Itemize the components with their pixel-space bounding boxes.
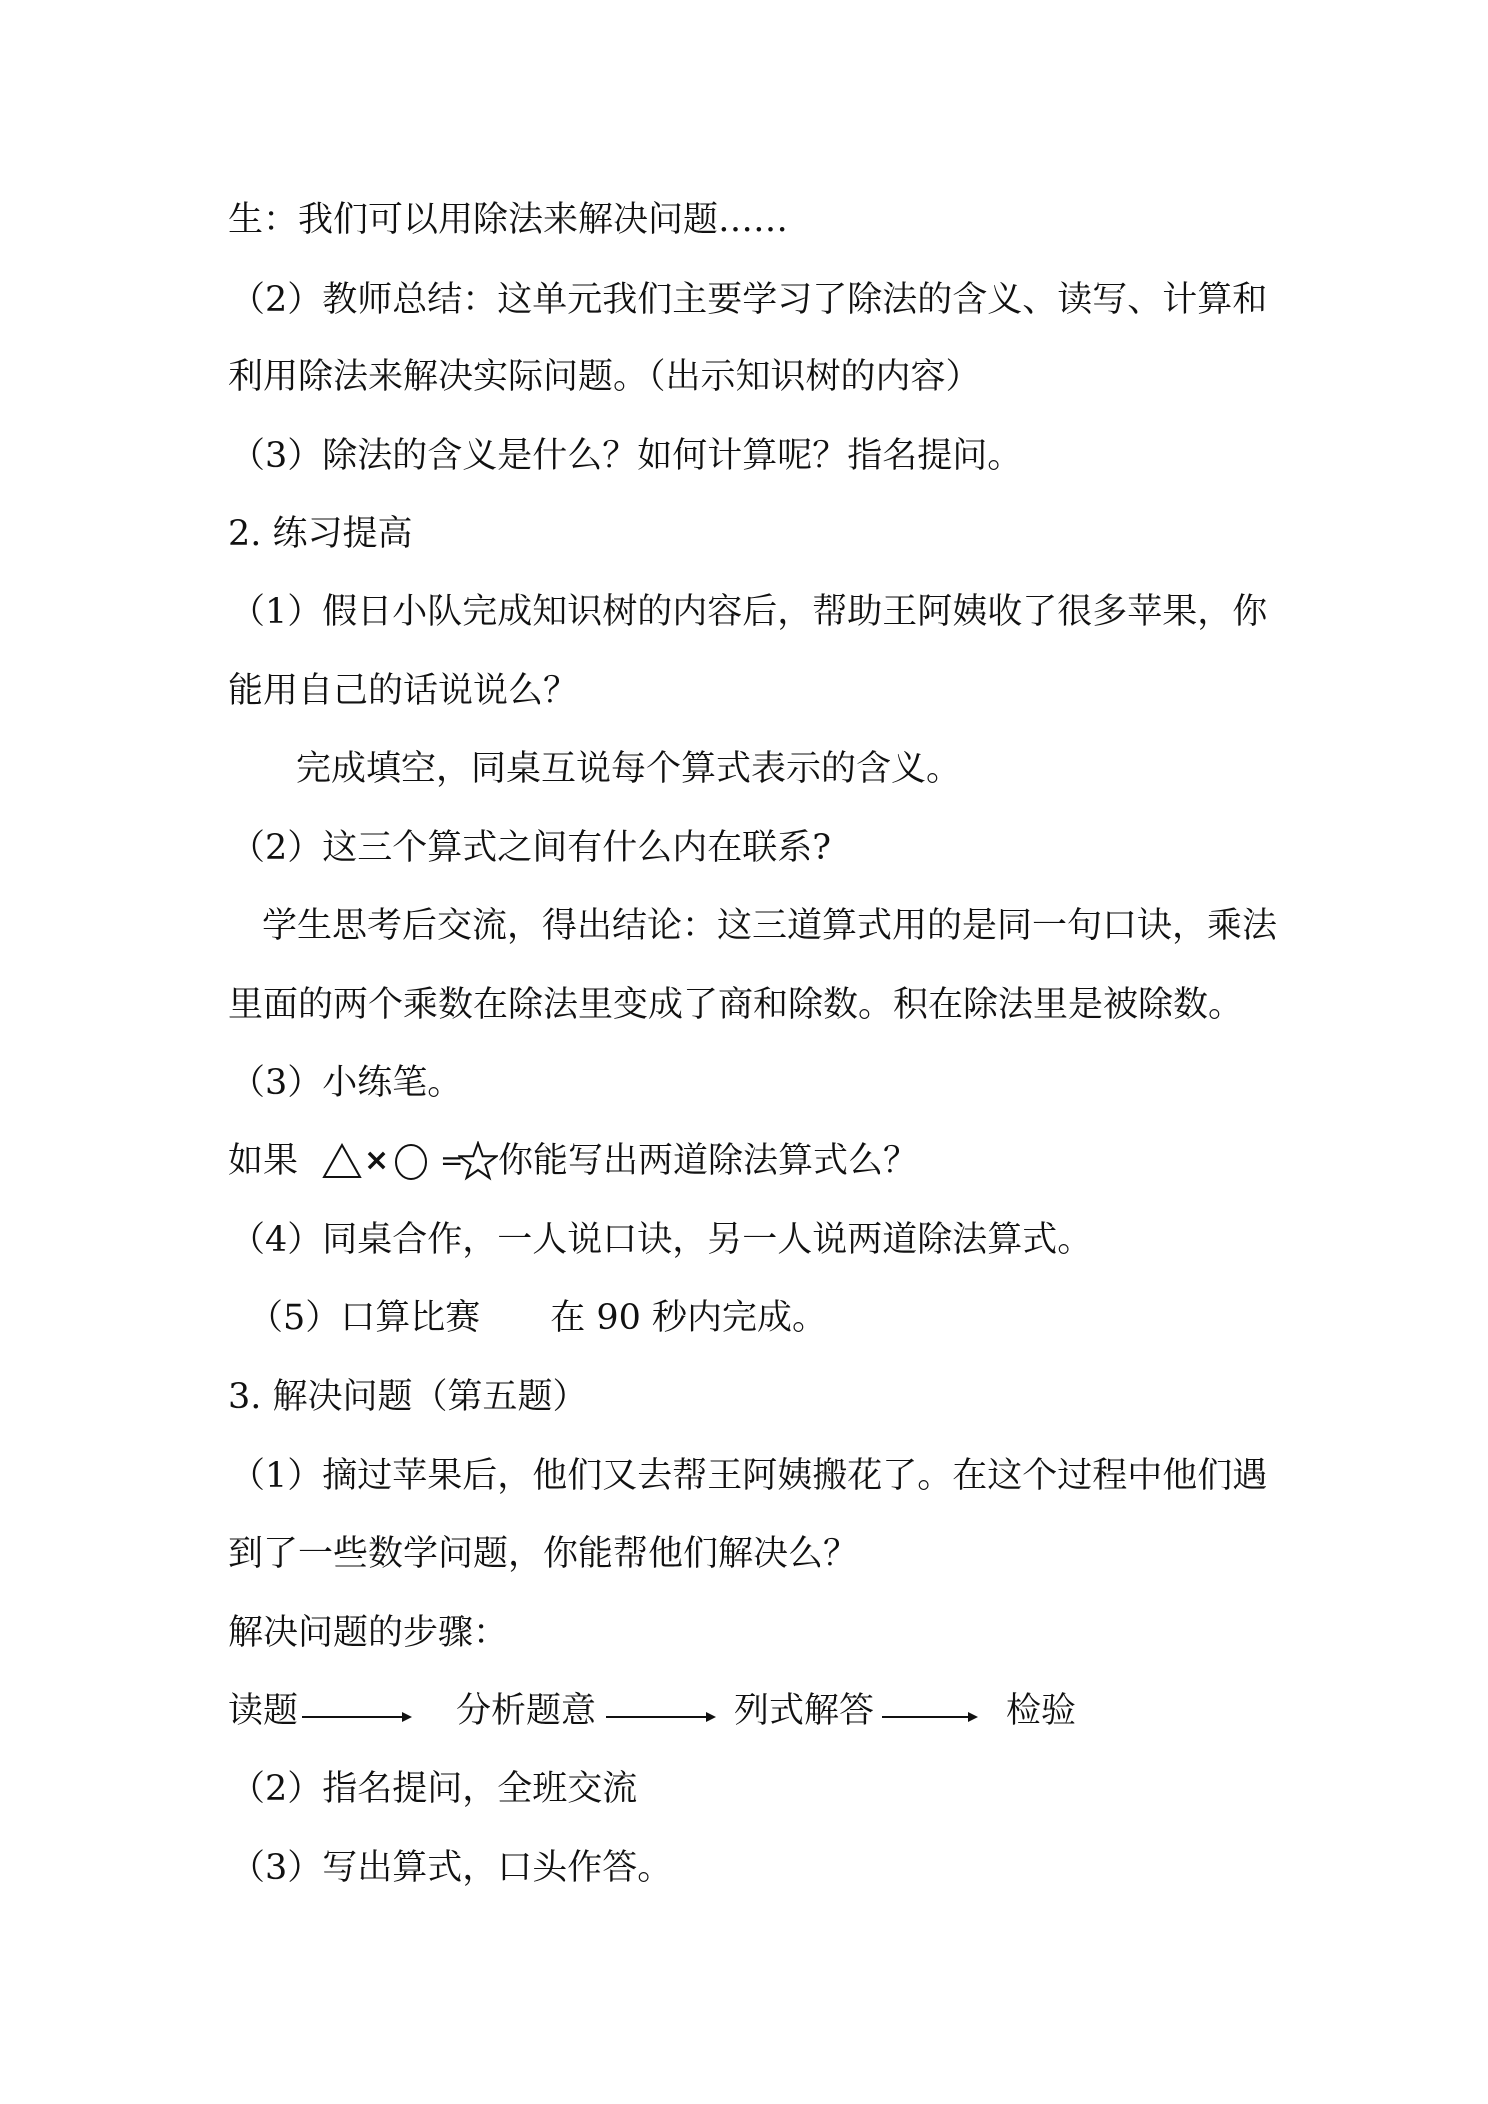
shape-line-prefix: 如果 [228,1141,299,1181]
arrow-right-icon [302,1711,412,1723]
flow-step-2: 分析题意 [456,1691,597,1731]
text-line-18: 到了一些数学问题，你能帮他们解决么？ [228,1534,859,1574]
text-line-15: （5）口算比赛 在 90 秒内完成。 [248,1298,828,1338]
problem-steps-flow [228,1691,1128,1735]
text-line-3: 利用除法来解决实际问题。（出示知识树的内容） [228,357,981,397]
flow-step-3: 列式解答 [734,1691,875,1731]
triangle-icon [322,1143,362,1179]
text-line-22: （3）写出算式，口头作答。 [230,1848,673,1888]
text-line-1: 生：我们可以用除法来解决问题…… [228,200,789,240]
text-line-7: 能用自己的话说说么？ [228,671,579,711]
text-line-14: （4）同桌合作，一人说口诀，另一人说两道除法算式。 [230,1220,1093,1260]
text-line-4: （3）除法的含义是什么？如何计算呢？指名提问。 [230,436,1023,476]
text-line-21: （2）指名提问，全班交流 [230,1769,638,1809]
times-sign: × [364,1143,390,1178]
equals-sign: = [440,1144,464,1177]
star-icon [458,1141,498,1181]
shape-line-suffix: 你能写出两道除法算式么？ [498,1141,919,1181]
text-line-17: （1）摘过苹果后，他们又去帮王阿姨搬花了。在这个过程中他们遇 [230,1456,1268,1496]
text-line-8: 完成填空，同桌互说每个算式表示的含义。 [296,749,962,789]
text-line-19: 解决问题的步骤： [228,1613,509,1653]
text-line-6: （1）假日小队完成知识树的内容后，帮助王阿姨收了很多苹果，你 [230,592,1268,632]
arrow-right-icon [606,1711,716,1723]
text-line-2: （2）教师总结：这单元我们主要学习了除法的含义、读写、计算和 [230,280,1268,320]
text-line-12: （3）小练笔。 [230,1063,463,1103]
section-heading-practice: 2. 练习提高 [228,514,413,554]
arrow-right-icon [882,1711,978,1723]
text-line-11: 里面的两个乘数在除法里变成了商和除数。积在除法里是被除数。 [228,985,1244,1025]
circle-icon [394,1143,428,1181]
text-line-10: 学生思考后交流，得出结论：这三道算式用的是同一句口诀，乘法 [262,906,1278,946]
section-heading-problem-solving: 3. 解决问题（第五题） [228,1377,588,1417]
shape-equation-line [228,1141,928,1189]
flow-step-1: 读题 [228,1691,299,1731]
text-line-9: （2）这三个算式之间有什么内在联系? [230,828,832,868]
flow-step-4: 检验 [1006,1691,1077,1731]
